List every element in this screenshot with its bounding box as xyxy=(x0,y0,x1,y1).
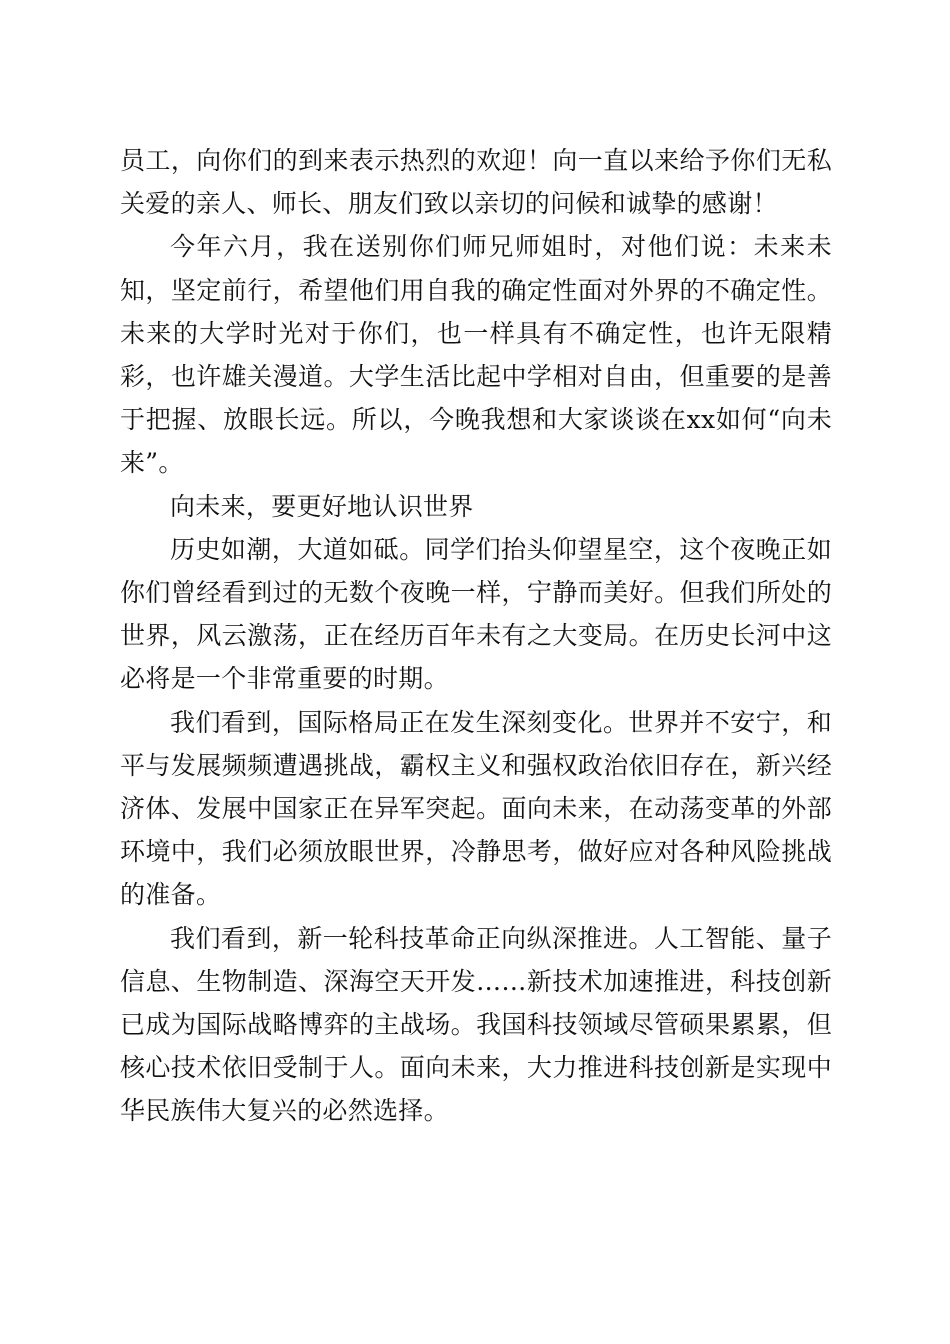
paragraph-5: 我们看到，新一轮科技革命正向纵深推进。人工智能、量子信息、生物制造、深海空天开发……新技术加速推进，科技创新已成为国际战略博弈的主战场。我国科技领域尽管硕果累累，但核心技术依旧受制于人。面向未来，大力推进科技创新是实现中华民族伟大复兴的必然选择。 xyxy=(120,923,832,1126)
paragraph-4: 我们看到，国际格局正在发生深刻变化。世界并不安宁，和平与发展频频遭遇挑战，霸权主义和强权政治依旧存在，新兴经济体、发展中国家正在异军突起。面向未来，在动荡变革的外部环境中，我们必须放眼世界，冷静思考，做好应对各种风险挑战的准备。 xyxy=(120,707,832,910)
section-heading: 向未来，要更好地认识世界 xyxy=(170,491,474,521)
document-page xyxy=(120,139,832,1133)
paragraph-3: 历史如潮，大道如砥。同学们抬头仰望星空，这个夜晚正如你们曾经看到过的无数个夜晚一样，宁静而美好。但我们所处的世界，风云激荡，正在经历百年未有之大变局。在历史长河中这必将是一个非常重要的时期。 xyxy=(120,534,832,694)
paragraph-2: 今年六月，我在送别你们师兄师姐时，对他们说：未来未知，坚定前行，希望他们用自我的确定性面对外界的不确定性。未来的大学时光对于你们，也一样具有不确定性，也许无限精彩，也许雄关漫道。大学生活比起中学相对自由，但重要的是善于把握、放眼长远。所以，今晚我想和大家谈谈在xx如何“向未来”。 xyxy=(120,232,832,478)
paragraph-1: 员工，向你们的到来表示热烈的欢迎！向一直以来给予你们无私关爱的亲人、师长、朋友们致以亲切的问候和诚挚的感谢！ xyxy=(120,146,832,219)
